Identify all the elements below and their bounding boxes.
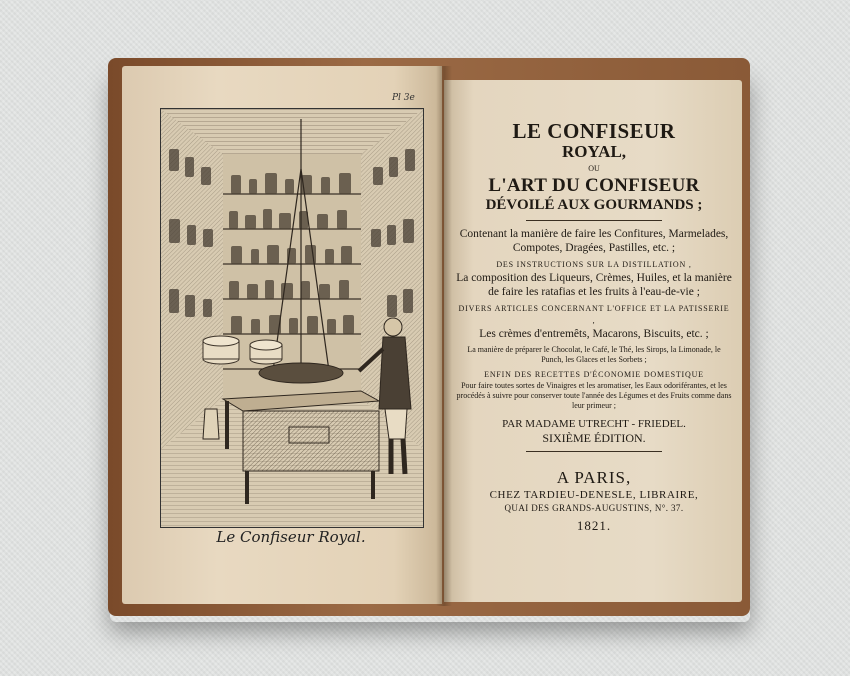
plate-number: Pl 3e bbox=[392, 93, 415, 103]
contents-paragraph-4: La manière de préparer le Chocolat, le Café, le Thé, les Sirops, la Limonade, le Punch, les Glaces et les Sorbets ; bbox=[467, 345, 721, 364]
contents-heading-3: DIVERS ARTICLES CONCERNANT L'OFFICE ET LA PATISSERIE , bbox=[458, 304, 730, 325]
contents-heading-5: ENFIN DES RECETTES D'ÉCONOMIE DOMESTIQUE bbox=[484, 370, 704, 379]
title-page bbox=[456, 120, 732, 534]
place-line: A PARIS, bbox=[556, 468, 632, 487]
title-line-3: L'ART DU CONFISEUR bbox=[488, 175, 700, 196]
contents-paragraph-2: La composition des Liqueurs, Crèmes, Huiles, et la manière de faire les ratafias et les fruits à l'eau-de-vie ; bbox=[456, 272, 732, 298]
contents-paragraph-5: Pour faire toutes sortes de Vinaigres et les aromatiser, les Eaux odoriférantes, et les procédés à suivre pour conserver toute l'année des Légumes et des Fruits comme dans leur primeur ; bbox=[456, 381, 732, 410]
contents-heading-2: DES INSTRUCTIONS SUR LA DISTILLATION , bbox=[496, 260, 692, 269]
engraving-caption: Le Confiseur Royal. bbox=[216, 528, 366, 546]
author-line: PAR MADAME UTRECHT - FRIEDEL. bbox=[502, 418, 686, 430]
book-gutter bbox=[436, 66, 452, 606]
title-ou: OU bbox=[588, 164, 600, 173]
divider-rule-2 bbox=[526, 451, 662, 452]
title-line-1: LE CONFISEUR bbox=[512, 119, 676, 143]
title-line-2: ROYAL, bbox=[561, 142, 627, 161]
address-line: QUAI DES GRANDS-AUGUSTINS, N°. 37. bbox=[504, 503, 684, 513]
year-line: 1821. bbox=[576, 518, 612, 533]
edition-line: SIXIÈME ÉDITION. bbox=[542, 431, 646, 445]
publisher-line: CHEZ TARDIEU-DENESLE, LIBRAIRE, bbox=[489, 489, 699, 501]
frontispiece-engraving bbox=[160, 108, 424, 528]
divider-rule bbox=[526, 220, 662, 221]
title-line-4: DÉVOILÉ AUX GOURMANDS ; bbox=[485, 197, 703, 213]
contents-paragraph-1: Contenant la manière de faire les Confitures, Marmelades, Compotes, Dragées, Pastilles, etc. ; bbox=[459, 228, 729, 254]
contents-paragraph-3: Les crèmes d'entremêts, Macarons, Biscuits, etc. ; bbox=[479, 328, 709, 340]
